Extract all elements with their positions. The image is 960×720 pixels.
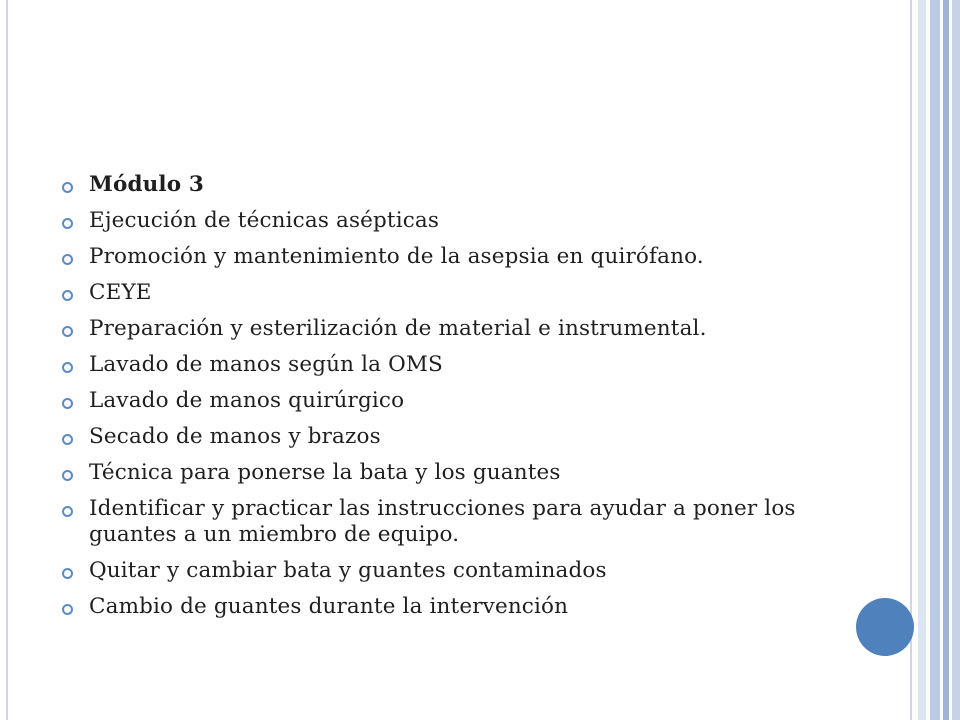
- bullet-text: Lavado de manos quirúrgico: [89, 388, 405, 413]
- ring-bullet-icon: [62, 398, 73, 409]
- bullet-text: Técnica para ponerse la bata y los guantes: [89, 460, 561, 485]
- bullet-item: [62, 594, 842, 620]
- bullet-item: [62, 352, 842, 378]
- bullet-item: [62, 388, 842, 414]
- bullet-text: Promoción y mantenimiento de la asepsia en quirófano.: [89, 244, 704, 269]
- ring-bullet-icon: [62, 568, 73, 579]
- ring-bullet-icon: [62, 218, 73, 229]
- ring-bullet-icon: [62, 326, 73, 337]
- bullet-text: Preparación y esterilización de material e instrumental.: [89, 316, 707, 341]
- stripe-3: [930, 0, 940, 720]
- bullet-item: [62, 280, 842, 306]
- bullet-item: [62, 424, 842, 450]
- ring-bullet-icon: [62, 506, 73, 517]
- bullet-item: [62, 244, 842, 270]
- bullet-text: Ejecución de técnicas asépticas: [89, 208, 440, 233]
- bullet-text: CEYE: [89, 280, 152, 305]
- bullet-text: Quitar y cambiar bata y guantes contaminados: [89, 558, 607, 583]
- bullet-item: [62, 172, 842, 198]
- ring-bullet-icon: [62, 434, 73, 445]
- ring-bullet-icon: [62, 182, 73, 193]
- ring-bullet-icon: [62, 470, 73, 481]
- bullet-item: [62, 496, 842, 548]
- bullet-list: [62, 172, 842, 630]
- bullet-item: [62, 460, 842, 486]
- ring-bullet-icon: [62, 604, 73, 615]
- accent-circle: [856, 598, 914, 656]
- bullet-text: Módulo 3: [89, 172, 204, 197]
- bullet-item: [62, 316, 842, 342]
- bullet-text: Lavado de manos según la OMS: [89, 352, 443, 377]
- bullet-text: Secado de manos y brazos: [89, 424, 381, 449]
- ring-bullet-icon: [62, 290, 73, 301]
- bullet-text: Identificar y practicar las instrucciones para ayudar a poner los guantes a un miembro de equipo.: [89, 496, 796, 547]
- ring-bullet-icon: [62, 362, 73, 373]
- bullet-text: Cambio de guantes durante la intervención: [89, 594, 569, 619]
- ring-bullet-icon: [62, 254, 73, 265]
- bullet-item: [62, 558, 842, 584]
- stripe-7: [952, 0, 960, 720]
- bullet-item: [62, 208, 842, 234]
- stripe-1: [918, 0, 926, 720]
- decorative-stripes: [918, 0, 960, 720]
